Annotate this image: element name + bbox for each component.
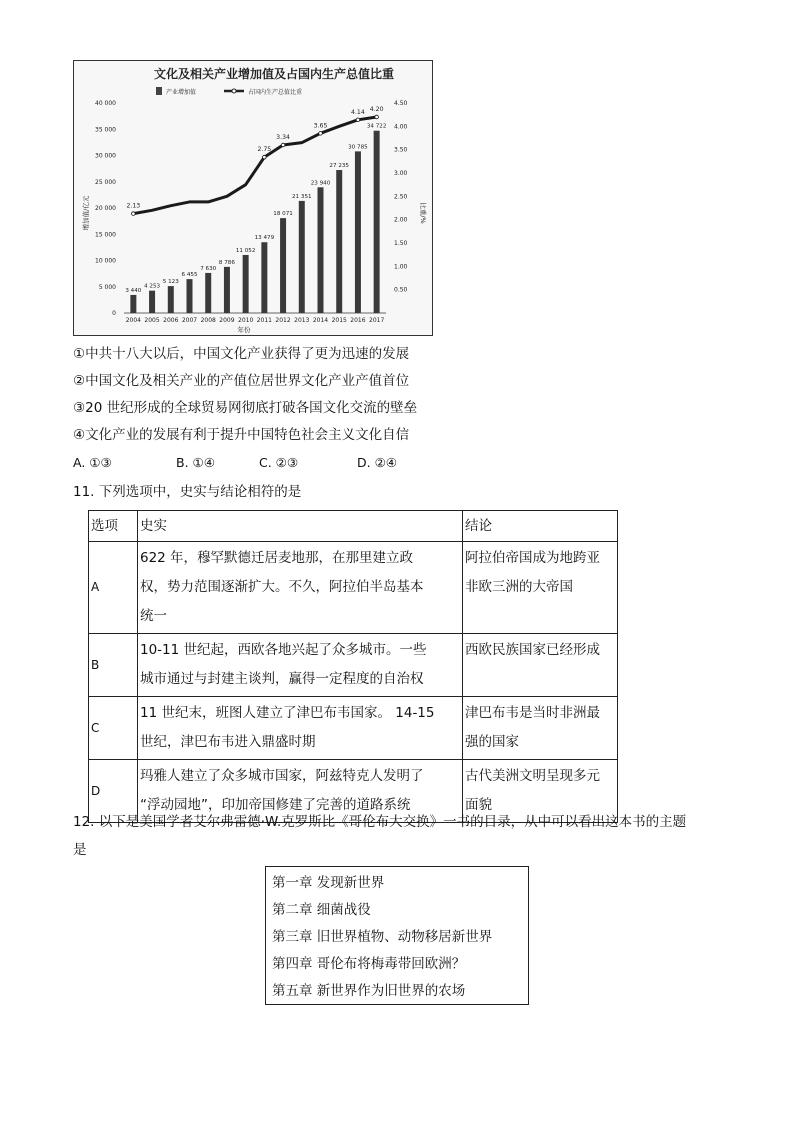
fact-line: 622 年，穆罕默德迁居麦地那，在那里建立政 xyxy=(140,550,414,566)
conclusion-line: 西欧民族国家已经形成 xyxy=(465,642,600,658)
x-tick-label: 2016 xyxy=(350,317,366,324)
chart-plot xyxy=(95,100,408,324)
x-tick-label: 2008 xyxy=(200,317,216,324)
bar xyxy=(261,242,267,313)
row-conclusion xyxy=(463,542,618,634)
y-right-tick-label: 3.00 xyxy=(394,170,408,177)
row-option: B xyxy=(89,634,138,697)
x-tick-label: 2010 xyxy=(238,317,254,324)
bar-value-label: 6 455 xyxy=(181,272,198,279)
fact-line: 10-11 世纪起，西欧各地兴起了众多城市。一些 xyxy=(140,642,427,658)
fact-line: “浮动园地”，印加帝国修建了完善的道路系统 xyxy=(140,797,411,813)
statement-1: ①中共十八大以后，中国文化产业获得了更为迅速的发展 xyxy=(73,346,410,362)
ratio-label: 4.20 xyxy=(369,106,384,113)
fact-line: 11 世纪末，班图人建立了津巴布韦国家。 14-15 xyxy=(140,705,435,721)
row-option: C xyxy=(89,697,138,760)
y-left-tick-label: 40 000 xyxy=(95,100,116,107)
x-tick-label: 2005 xyxy=(144,317,160,324)
conclusion-line: 非欧三洲的大帝国 xyxy=(465,579,573,595)
bar-value-label: 5 123 xyxy=(162,279,179,286)
y-right-axis-label: 比重/% xyxy=(419,202,427,224)
y-right-tick-label: 2.50 xyxy=(394,193,408,201)
bar xyxy=(280,218,286,313)
bar xyxy=(355,151,361,313)
table-row xyxy=(89,542,618,634)
y-right-tick-label: 3.50 xyxy=(394,146,408,154)
chart-svg xyxy=(74,61,432,335)
row-fact xyxy=(138,634,463,697)
bar-value-label: 7 630 xyxy=(200,265,217,272)
y-left-tick-label: 0 xyxy=(112,310,116,317)
fact-line: 玛雅人建立了众多城市国家，阿兹特克人发明了 xyxy=(140,768,424,784)
row-fact xyxy=(138,542,463,634)
bar xyxy=(336,170,342,313)
q11-title: 11. 下列选项中，史实与结论相符的是 xyxy=(73,484,302,500)
x-tick-label: 2009 xyxy=(219,317,235,324)
bar xyxy=(374,131,380,313)
bar-value-label: 3 440 xyxy=(125,287,142,294)
table-header-row xyxy=(89,511,618,542)
y-right-tick-label: 4.00 xyxy=(394,123,408,131)
ratio-label: 3.65 xyxy=(313,122,328,130)
y-left-tick-label: 30 000 xyxy=(95,152,116,160)
bar xyxy=(299,201,305,313)
header-conclusion: 结论 xyxy=(463,511,618,542)
conclusion-line: 古代美洲文明呈现多元 xyxy=(465,768,600,784)
bar xyxy=(187,279,193,313)
q12-title-line1: 12. 以下是美国学者艾尔弗雷德·W.克罗斯比《哥伦布大交换》一书的目录，从中可以看出这本书的主题 xyxy=(73,814,687,830)
option-c[interactable]: C. ②③ xyxy=(259,455,299,470)
chart-figure xyxy=(73,60,433,336)
x-tick-label: 2007 xyxy=(181,317,198,324)
header-option: 选项 xyxy=(89,511,138,542)
toc-item: 第二章 细菌战役 xyxy=(272,902,371,918)
book-toc-box xyxy=(265,866,529,1005)
ratio-point xyxy=(375,115,379,119)
x-axis-label: 年份 xyxy=(237,326,251,334)
ratio-label: 2.75 xyxy=(257,146,272,154)
fact-line: 世纪，津巴布韦进入鼎盛时期 xyxy=(140,734,316,750)
bar-value-label: 23 940 xyxy=(310,180,331,187)
statement-4: ④文化产业的发展有利于提升中国特色社会主义文化自信 xyxy=(73,427,410,443)
bar xyxy=(318,187,324,313)
y-right-tick-label: 1.50 xyxy=(394,240,408,247)
y-left-tick-label: 35 000 xyxy=(95,126,116,134)
y-left-tick-label: 20 000 xyxy=(95,205,116,212)
conclusion-line: 强的国家 xyxy=(465,734,519,750)
ratio-point xyxy=(281,143,285,147)
fact-line: 城市通过与封建主谈判，赢得一定程度的自治权 xyxy=(140,671,424,687)
legend-line-label: 占国内生产总值比重 xyxy=(248,89,303,96)
bar xyxy=(168,286,174,313)
bar-value-label: 4 253 xyxy=(144,283,161,290)
conclusion-line: 津巴布韦是当时非洲最 xyxy=(465,705,600,721)
conclusion-line: 阿拉伯帝国成为地跨亚 xyxy=(465,550,600,566)
x-tick-label: 2004 xyxy=(125,317,141,324)
ratio-label: 3.34 xyxy=(276,134,290,141)
bar-value-label: 18 071 xyxy=(273,211,293,218)
row-conclusion xyxy=(463,634,618,697)
bar-value-label: 30 785 xyxy=(348,144,368,151)
bar-value-label: 13 479 xyxy=(254,235,275,242)
bar xyxy=(224,267,230,313)
y-left-tick-label: 25 000 xyxy=(95,178,116,186)
ratio-point xyxy=(356,118,360,122)
ratio-point xyxy=(319,132,323,136)
row-fact xyxy=(138,697,463,760)
y-left-tick-label: 15 000 xyxy=(95,231,116,239)
x-tick-label: 2013 xyxy=(294,317,310,324)
q11-table xyxy=(88,510,618,823)
x-tick-label: 2015 xyxy=(331,317,347,324)
y-left-tick-label: 10 000 xyxy=(95,257,116,265)
row-conclusion xyxy=(463,697,618,760)
legend-bar-swatch xyxy=(156,87,162,95)
statement-3: ③20 世纪形成的全球贸易网彻底打破各国文化交流的壁垒 xyxy=(73,400,418,416)
bar xyxy=(243,255,249,313)
option-b[interactable]: B. ①④ xyxy=(176,455,215,470)
row-option: A xyxy=(89,542,138,634)
conclusion-line: 面貌 xyxy=(465,797,492,813)
table-row xyxy=(89,634,618,697)
bar xyxy=(130,295,136,313)
x-tick-label: 2014 xyxy=(312,317,329,324)
statement-2: ②中国文化及相关产业的产值位居世界文化产业产值首位 xyxy=(73,373,410,389)
y-right-tick-label: 4.50 xyxy=(394,100,408,107)
ratio-point xyxy=(263,155,267,159)
option-a[interactable]: A. ①③ xyxy=(73,455,112,470)
y-left-tick-label: 5 000 xyxy=(98,283,116,291)
bar xyxy=(205,273,211,313)
table-row xyxy=(89,697,618,760)
option-d[interactable]: D. ②④ xyxy=(357,455,397,470)
x-tick-label: 2012 xyxy=(275,317,291,324)
bar-value-label: 11 052 xyxy=(235,247,256,254)
legend-line-marker xyxy=(232,89,236,93)
chart-title: 文化及相关产业增加值及占国内生产总值比重 xyxy=(153,67,395,81)
ratio-label: 2.13 xyxy=(126,202,141,210)
bar-value-label: 27 235 xyxy=(329,163,350,170)
x-tick-label: 2006 xyxy=(163,317,179,324)
ratio-point xyxy=(132,212,136,216)
toc-item: 第四章 哥伦布将梅毒带回欧洲？ xyxy=(272,956,466,972)
y-left-axis-label: 增加值/亿元 xyxy=(82,195,90,231)
y-right-tick-label: 1.00 xyxy=(394,263,408,271)
y-right-tick-label: 0.50 xyxy=(394,286,408,294)
header-fact: 史实 xyxy=(138,511,463,542)
toc-item: 第五章 新世界作为旧世界的农场 xyxy=(272,983,466,999)
legend-bar-label: 产业增加值 xyxy=(166,89,197,96)
x-tick-label: 2017 xyxy=(369,317,385,324)
fact-line: 权，势力范围逐渐扩大。不久，阿拉伯半岛基本 xyxy=(140,579,424,595)
bar-value-label: 8 786 xyxy=(218,259,235,266)
x-tick-label: 2011 xyxy=(256,317,272,324)
fact-line: 统一 xyxy=(140,608,167,624)
bar xyxy=(149,291,155,313)
y-right-tick-label: 2.00 xyxy=(394,216,408,224)
ratio-label: 4.14 xyxy=(351,108,365,116)
bar-value-label: 21 351 xyxy=(291,193,312,200)
toc-item: 第一章 发现新世界 xyxy=(272,875,385,891)
bar-value-label: 34 722 xyxy=(366,123,387,130)
toc-item: 第三章 旧世界植物、动物移居新世界 xyxy=(272,929,493,945)
q12-title-line2: 是 xyxy=(73,842,87,858)
row-option: D xyxy=(89,760,138,823)
